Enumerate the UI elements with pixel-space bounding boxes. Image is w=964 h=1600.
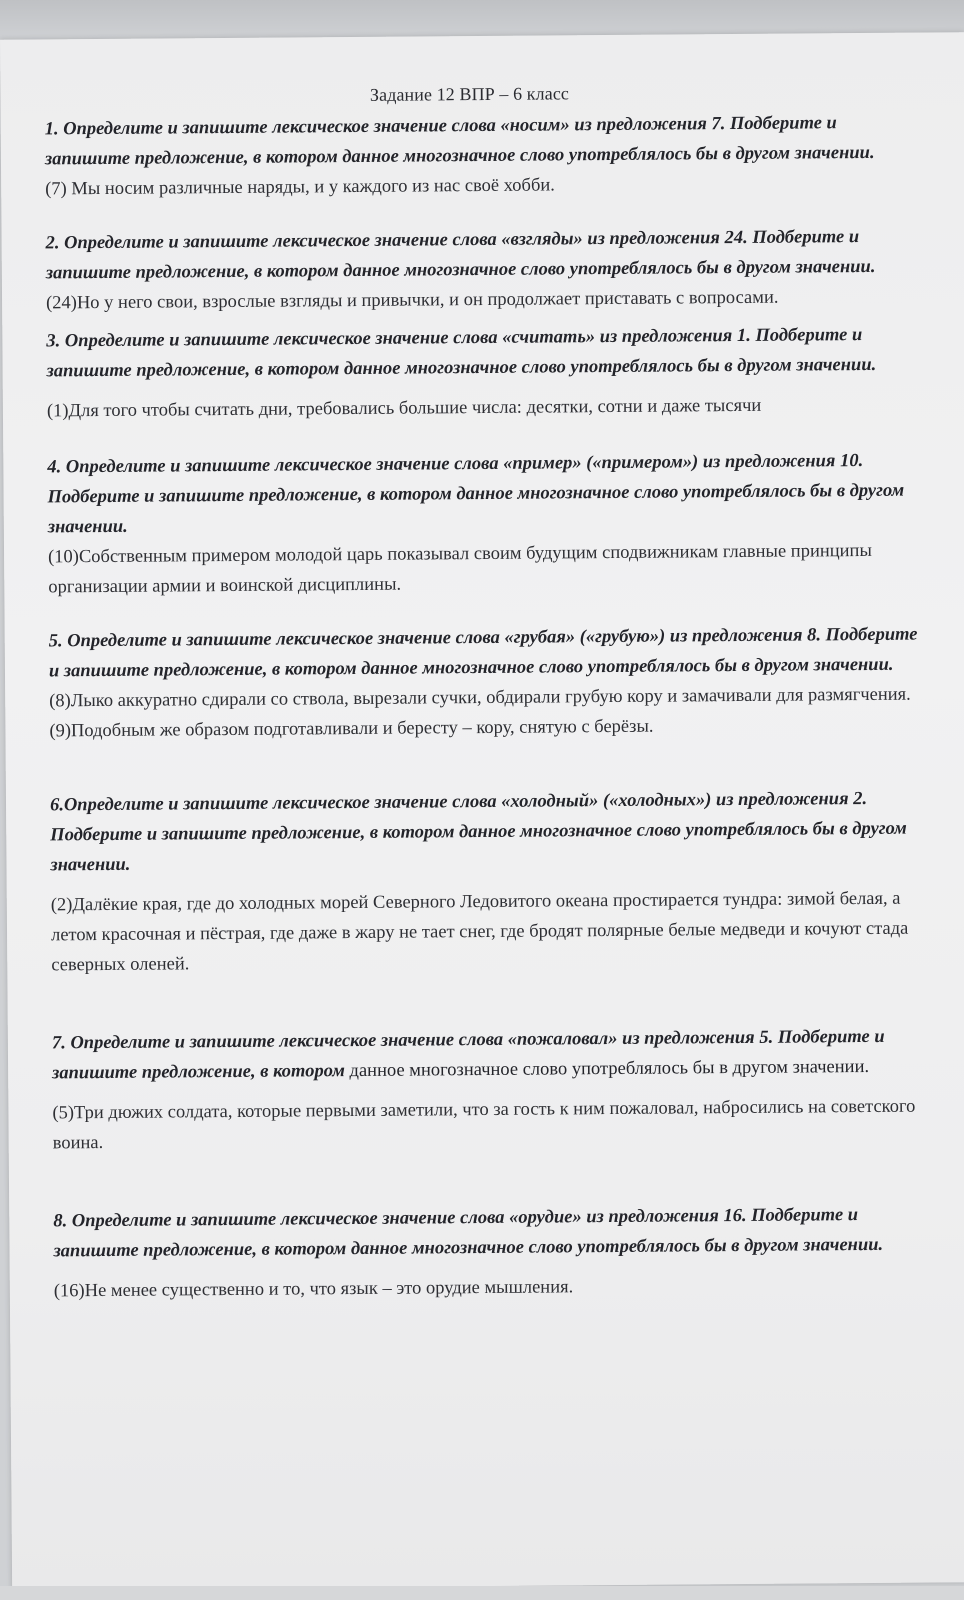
task-instruction-bold: 7. Определите и запишите лексическое значение слова «пожаловал» из предложения 5. Подберите и запишите предложение, в котором	[51, 1026, 885, 1084]
task-sentence: (10)Собственным примером молодой царь показывал своим будущим сподвижникам главные принципы организации армии и воинской дисциплины.	[48, 540, 872, 598]
task-4	[47, 446, 928, 603]
task-sentence: (5)Три дюжих солдата, которые первыми заметили, что за гость к ним пожаловал, набросились на советского воина.	[52, 1096, 916, 1154]
task-instruction: 1. Определите и запишите лексическое значение слова «носим» из предложения 7. Подберите и запишите предложение, в котором данное многозначное слово употреблялось бы в другом значении.	[44, 113, 875, 170]
task-instruction	[52, 1021, 932, 1088]
task-instruction: 4. Определите и запишите лексическое значение слова «пример» («примером») из предложения 10. Подберите и запишите предложение, в котором данное многозначное слово употреблялось бы в другом значении.	[47, 451, 905, 538]
task-instruction: 6.Определите и запишите лексическое значение слова «холодный» («холодных») из предложения 2. Подберите и запишите предложение, в котором данное многозначное слово употреблялось бы в другом значении.	[49, 788, 907, 876]
task-instruction: 5. Определите и запишите лексическое значение слова «грубая» («грубую») из предложения 8. Подберите и запишите предложение, в котором данное многозначное слово употреблялось бы в другом значении.	[48, 624, 918, 682]
page-title: Задание 12 ВПР – 6 класс	[369, 83, 570, 105]
task-sentence: (16)Не менее существенно и то, что язык – это орудие мышления.	[53, 1277, 574, 1302]
task-2	[45, 222, 926, 319]
task-instruction-plain: данное многозначное слово употреблялось бы в другом значении.	[344, 1056, 870, 1082]
paper-sheet	[0, 32, 964, 1590]
task-sentence: (2)Далёкие края, где до холодных морей Северного Ледовитого океана простирается тундра: зимой белая, а летом красочная и пёстрая, где даже в жару не тает снег, где бродят полярные белые медведи и кочуют стада северных оленей.	[50, 888, 909, 976]
task-3	[46, 320, 927, 427]
task-1	[45, 108, 926, 205]
task-5	[49, 620, 930, 747]
task-instruction: 8. Определите и запишите лексическое значение слова «орудие» из предложения 16. Подберите и запишите предложение, в котором данное многозначное слово употреблялось бы в другом значении.	[53, 1205, 884, 1262]
task-sentence: (1)Для того чтобы считать дни, требовались большие числа: десятки, сотни и даже тысячи	[46, 395, 762, 422]
document-content	[44, 81, 934, 1307]
task-sentence: (24)Но у него свои, взрослые взгляды и привычки, и он продолжает приставать с вопросами.	[46, 287, 779, 314]
task-6	[50, 784, 931, 981]
task-7	[52, 1021, 933, 1158]
background-surface-bottom	[0, 1586, 964, 1600]
task-sentence: (8)Лыко аккуратно сдирали со ствола, вырезали сучки, обдирали грубую кору и замачивали для размягчения. (9)Подобным же образом подготавливали и бересту – кору, снятую с берёзы.	[49, 684, 911, 742]
task-instruction: 3. Определите и запишите лексическое значение слова «считать» из предложения 1. Подберите и запишите предложение, в котором данное многозначное слово употреблялось бы в другом значении.	[46, 325, 877, 382]
task-8	[53, 1199, 934, 1306]
task-sentence: (7) Мы носим различные наряды, и у каждого из нас своё хобби.	[45, 175, 555, 200]
task-instruction: 2. Определите и запишите лексическое значение слова «взгляды» из предложения 24. Подберите и запишите предложение, в котором данное многозначное слово употреблялось бы в другом значении.	[45, 227, 876, 284]
